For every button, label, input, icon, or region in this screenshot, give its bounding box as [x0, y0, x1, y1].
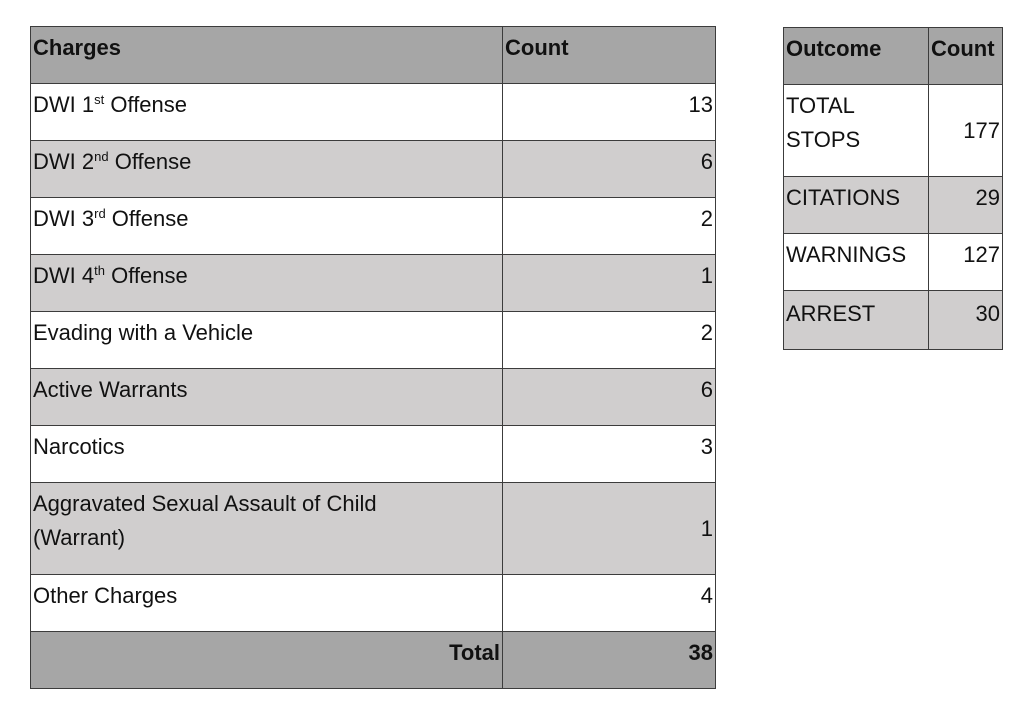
charge-label: Aggravated Sexual Assault of Child (Warrant)	[31, 483, 503, 575]
charges-header-row	[31, 27, 716, 84]
table-row	[31, 84, 716, 141]
charges-table	[30, 26, 716, 689]
charges-column-header: Charges	[31, 27, 503, 84]
table-row	[784, 85, 1003, 177]
charge-label: DWI 1st Offense	[31, 84, 503, 141]
table-row	[31, 426, 716, 483]
charge-count: 2	[503, 198, 716, 255]
outcome-label: TOTAL STOPS	[784, 85, 929, 177]
outcome-count: 127	[929, 234, 1003, 291]
charge-count: 13	[503, 84, 716, 141]
count-column-header: Count	[503, 27, 716, 84]
table-row	[31, 141, 716, 198]
outcome-count-column-header: Count	[929, 28, 1003, 85]
charge-label: DWI 3rd Offense	[31, 198, 503, 255]
outcome-label: CITATIONS	[784, 177, 929, 234]
table-row	[784, 291, 1003, 350]
charge-count: 1	[503, 483, 716, 575]
table-row	[31, 369, 716, 426]
table-row	[31, 312, 716, 369]
charge-count: 4	[503, 575, 716, 632]
table-row	[31, 483, 716, 575]
outcome-count: 177	[929, 85, 1003, 177]
table-row	[784, 177, 1003, 234]
charge-count: 2	[503, 312, 716, 369]
table-row	[784, 234, 1003, 291]
table-row	[31, 575, 716, 632]
outcome-count: 30	[929, 291, 1003, 350]
charge-count: 6	[503, 141, 716, 198]
table-row	[31, 255, 716, 312]
charge-count: 3	[503, 426, 716, 483]
total-row	[31, 632, 716, 689]
charge-label: DWI 4th Offense	[31, 255, 503, 312]
total-label: Total	[31, 632, 503, 689]
outcome-label: ARREST	[784, 291, 929, 350]
charge-label: Other Charges	[31, 575, 503, 632]
table-row	[31, 198, 716, 255]
charge-label: DWI 2nd Offense	[31, 141, 503, 198]
charge-label: Evading with a Vehicle	[31, 312, 503, 369]
outcome-label: WARNINGS	[784, 234, 929, 291]
outcome-count: 29	[929, 177, 1003, 234]
outcome-table	[783, 27, 1003, 350]
charge-label: Active Warrants	[31, 369, 503, 426]
charge-count: 6	[503, 369, 716, 426]
charge-label: Narcotics	[31, 426, 503, 483]
outcome-column-header: Outcome	[784, 28, 929, 85]
total-count: 38	[503, 632, 716, 689]
charge-count: 1	[503, 255, 716, 312]
outcome-header-row	[784, 28, 1003, 85]
